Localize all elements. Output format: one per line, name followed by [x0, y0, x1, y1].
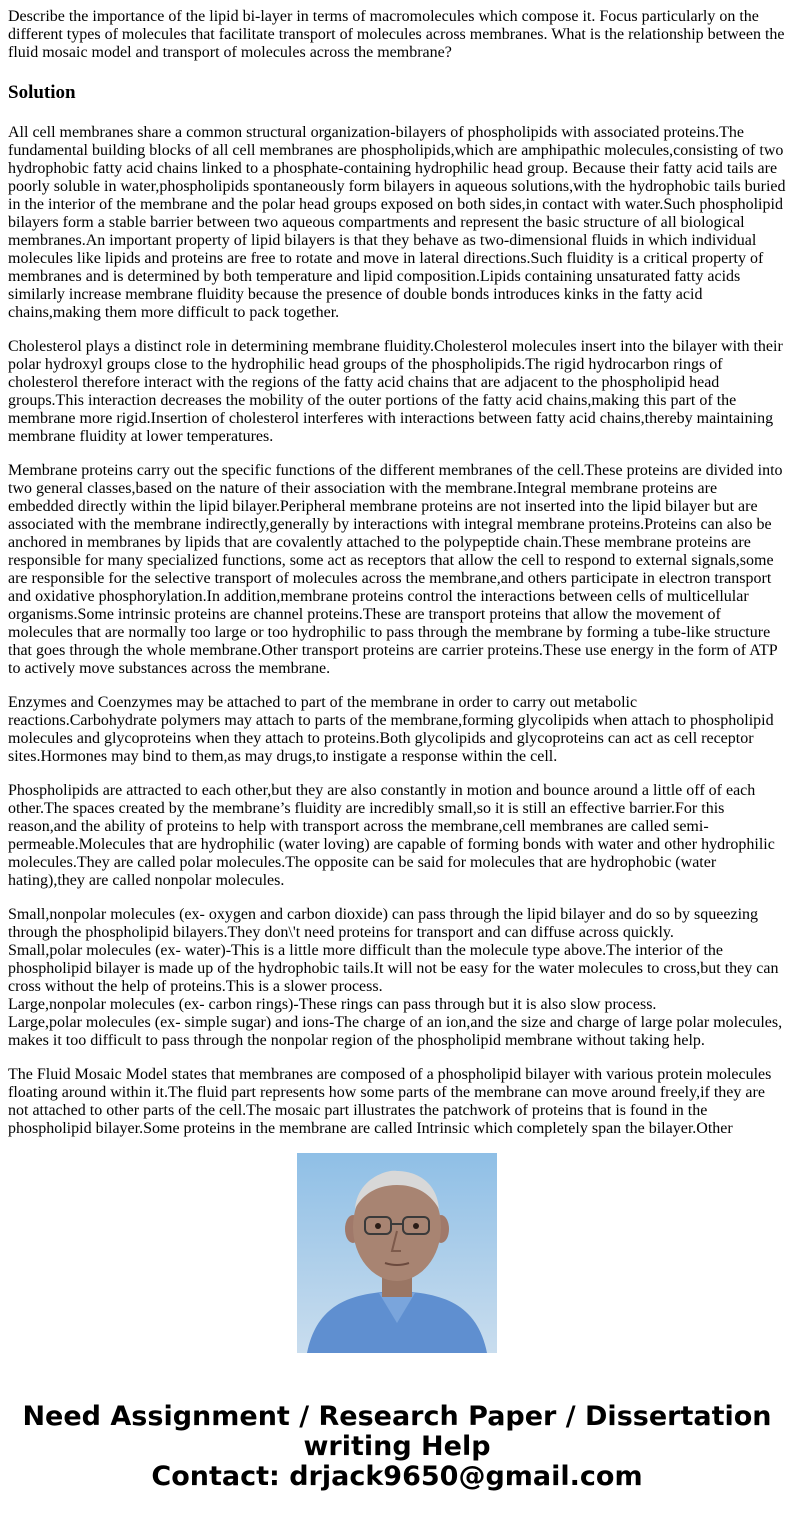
- paragraph-lipid-bilayer: All cell membranes share a common structural organization-bilayers of phospholipids with associated proteins.The fundamental building blocks of all cell membranes are phospholipids,which are amphipathic molecules,consisting of two hydrophobic fatty acid chains linked to a phosphate-containing hydrophilic head group. Because their fatty acid tails are poorly soluble in water,phospholipids spontaneously form bilayers in aqueous solutions,with the hydrophobic tails buried in the interior of the membrane and the polar head groups exposed on both sides,in contact with water.Such phospholipid bilayers form a stable barrier between two aqueous compartments and represent the basic structure of all biological membranes.An important property of lipid bilayers is that they behave as two-dimensional fluids in which individual molecules like lipids and proteins are free to rotate and move in lateral directions.Such fluidity is a critical property of membranes and is determined by both temperature and lipid composition.Lipids containing unsaturated fatty acids similarly increase membrane fluidity because the presence of double bonds introduces kinks in the fatty acid chains,making them more difficult to pack together.: [8, 124, 786, 321]
- molecule-type-small-nonpolar: Small,nonpolar molecules (ex- oxygen and carbon dioxide) can pass through the lipid bilayer and do so by squeezing through the phospholipid bilayers.They don\'t need proteins for transport and can diffuse across quickly.: [8, 906, 759, 941]
- author-avatar: [297, 1153, 497, 1353]
- promo-banner: [0, 1402, 794, 1492]
- molecule-types-list: [8, 906, 786, 1050]
- author-photo: [297, 1153, 497, 1353]
- molecule-type-large-nonpolar: Large,nonpolar molecules (ex- carbon rings)-These rings can pass through but it is also slow process.: [8, 996, 657, 1013]
- solution-heading: Solution: [8, 82, 76, 103]
- paragraph-enzymes: Enzymes and Coenzymes may be attached to part of the membrane in order to carry out metabolic reactions.Carbohydrate polymers may attach to parts of the membrane,forming glycolipids when attach to phospholipid molecules and glycoproteins when they attach to proteins.Both glycolipids and glycoproteins can act as cell receptor sites.Hormones may bind to them,as may drugs,to instigate a response within the cell.: [8, 694, 774, 765]
- promo-contact: Contact: drjack9650@gmail.com: [151, 1461, 643, 1492]
- answer-document: [8, 8, 786, 1137]
- paragraph-permeability: Phospholipids are attracted to each other,but they are also constantly in motion and bounce around a little off of each other.The spaces created by the membrane’s fluidity are incredibly small,so it is still an effective barrier.For this reason,and the ability of proteins to help with transport across the membrane,cell membranes are called semi-permeable.Molecules that are hydrophilic (water loving) are capable of forming bonds with water and other hydrophilic molecules.They are called polar molecules.The opposite can be said for molecules that are hydrophobic (water hating),they are called nonpolar molecules.: [8, 782, 775, 889]
- paragraph-membrane-proteins: Membrane proteins carry out the specific functions of the different membranes of the cell.These proteins are divided into two general classes,based on the nature of their association with the membrane.Integral membrane proteins are embedded directly within the lipid bilayer.Peripheral membrane proteins are not inserted into the lipid bilayer but are associated with the membrane indirectly,generally by interactions with integral membrane proteins.Proteins can also be anchored in membranes by lipids that are covalently attached to the polypeptide chain.These membrane proteins are responsible for many specialized functions, some act as receptors that allow the cell to respond to external signals,some are responsible for the selective transport of molecules across the membrane,and others participate in electron transport and oxidative phosphorylation.In addition,membrane proteins control the interactions between cells of multicellular organisms.Some intrinsic proteins are channel proteins.These are transport proteins that allow the movement of molecules that are normally too large or too hydrophilic to pass through the membrane by forming a tube-like structure that goes through the whole membrane.Other transport proteins are carrier proteins.These use energy in the form of ATP to actively move substances across the membrane.: [8, 462, 783, 677]
- paragraph-cholesterol: Cholesterol plays a distinct role in determining membrane fluidity.Cholesterol molecules insert into the bilayer with their polar hydroxyl groups close to the hydrophilic head groups of the phospholipids.The rigid hydrocarbon rings of cholesterol therefore interact with the regions of the fatty acid chains that are adjacent to the phospholipid head groups.This interaction decreases the mobility of the outer portions of the fatty acid chains,making this part of the membrane more rigid.Insertion of cholesterol interferes with interactions between fatty acid chains,thereby maintaining membrane fluidity at lower temperatures.: [8, 338, 783, 445]
- molecule-type-large-polar: Large,polar molecules (ex- simple sugar) and ions-The charge of an ion,and the size and charge of large polar molecules, makes it too difficult to pass through the nonpolar region of the phospholipid membrane without taking help.: [8, 1014, 783, 1049]
- question-text: Describe the importance of the lipid bi-layer in terms of macromolecules which compose it. Focus particularly on the different types of molecules that facilitate transport of molecules across membranes. What is the relationship between the fluid mosaic model and transport of molecules across the membrane?: [8, 8, 785, 61]
- paragraph-fluid-mosaic: The Fluid Mosaic Model states that membranes are composed of a phospholipid bilayer with various protein molecules floating around within it.The fluid part represents how some parts of the membrane can move around freely,if they are not attached to other parts of the cell.The mosaic part illustrates the patchwork of proteins that is found in the phospholipid bilayer.Some proteins in the membrane are called Intrinsic which completely span the bilayer.Other: [8, 1066, 772, 1137]
- molecule-type-small-polar: Small,polar molecules (ex- water)-This is a little more difficult than the molecule type above.The interior of the phospholipid bilayer is made up of the hydrophobic tails.It will not be easy for the water molecules to cross,but they can cross without the help of proteins.This is a slower process.: [8, 942, 779, 995]
- promo-line-2: writing Help: [303, 1431, 491, 1462]
- promo-line-1: Need Assignment / Research Paper / Dissertation: [22, 1401, 772, 1432]
